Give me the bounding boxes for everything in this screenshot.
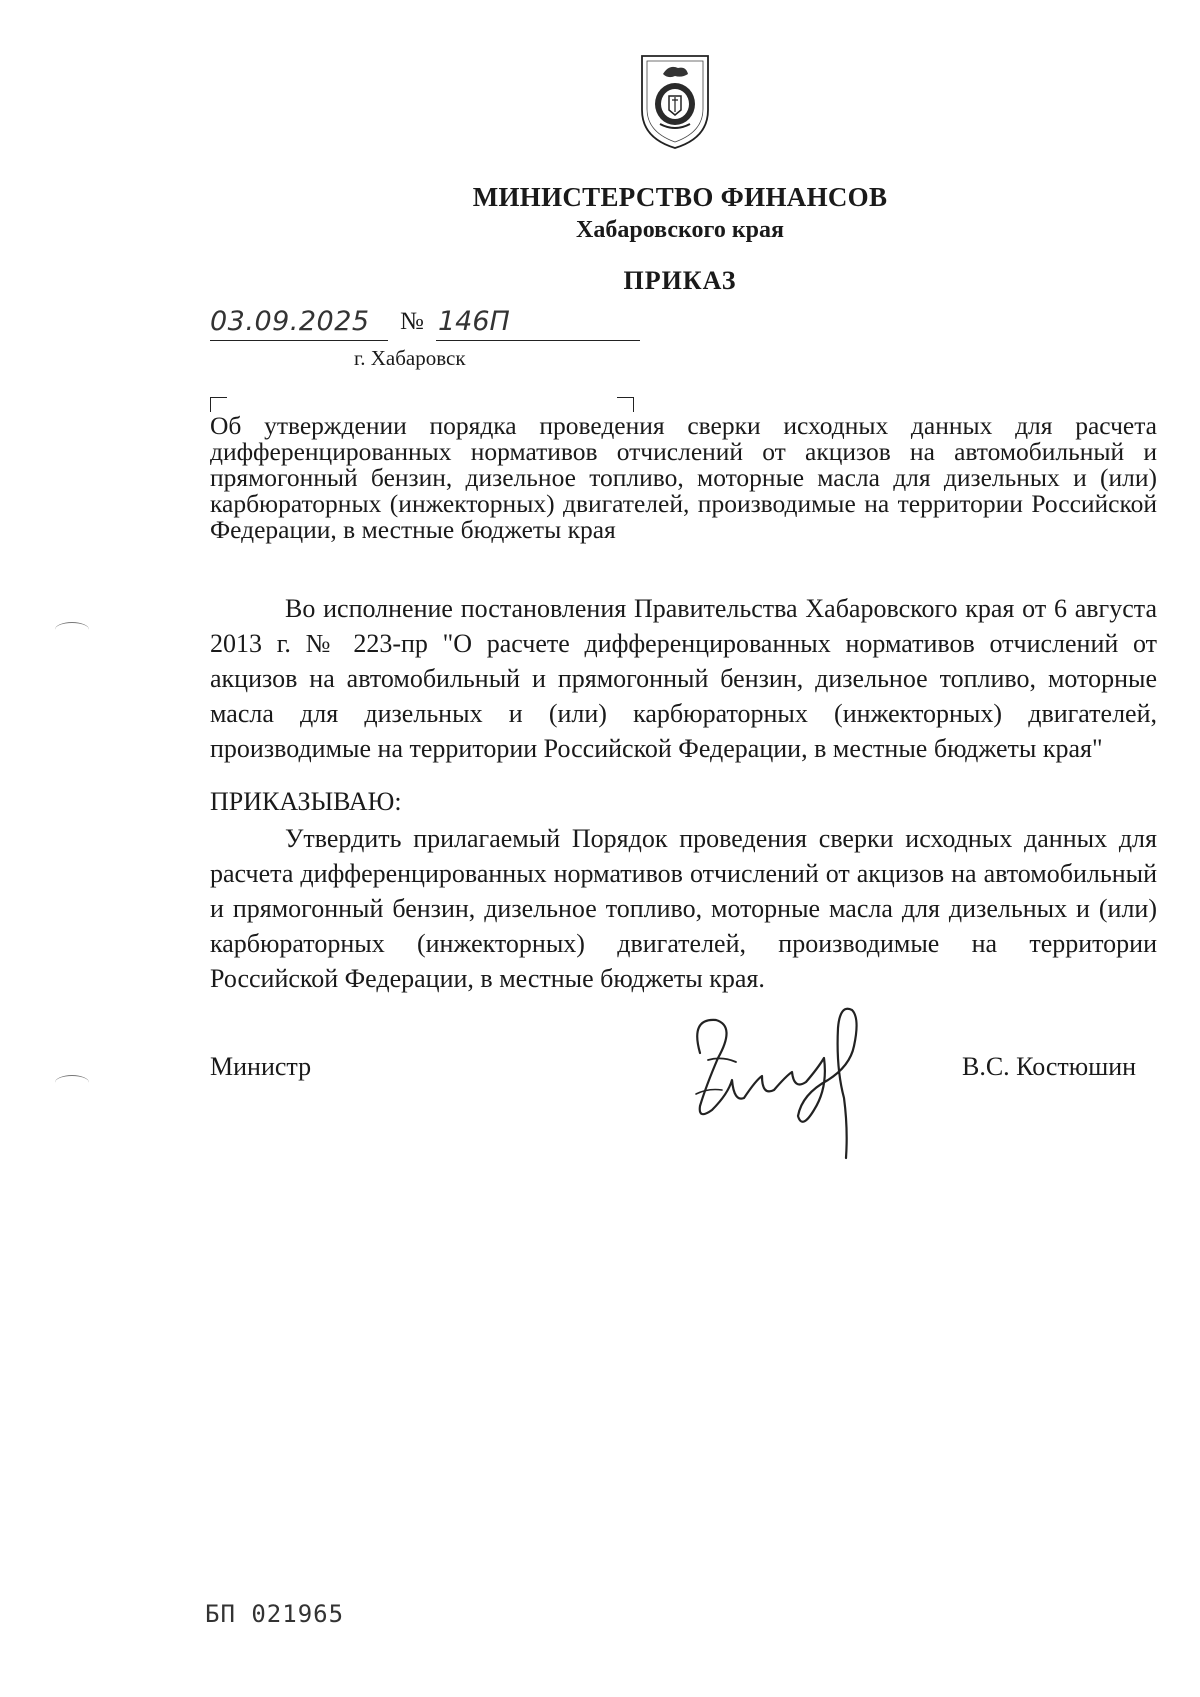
scan-hole-mark [55,622,89,637]
directive-paragraph: Утвердить прилагаемый Порядок проведения сверки исходных данных для расчета дифференцированных нормативов отчислений от акцизов на автомобильный и прямогонный бензин, дизельное топливо, моторные масла для дизельных и (или) карбюраторных (инжекторных) двигателей, производимые на территории Российской Федерации, в местные бюджеты края. [210,824,1157,993]
subject-bracket-left [210,397,227,412]
ministry-region: Хабаровского края [576,217,784,243]
order-word: ПРИКАЗЫВАЮ: [210,787,402,816]
ministry-title: МИНИСТЕРСТВО ФИНАНСОВ [472,182,888,212]
subject-bracket-right [617,397,634,412]
registration-line [210,306,640,340]
order-subject: Об утверждении порядка проведения сверки исходных данных для расчета дифференцированных нормативов отчислений от акцизов на автомобильный и прямогонный бензин, дизельное топливо, моторные масла для дизельных и (или) карбюраторных (инжекторных) двигателей, производимые на территории Российской Федерации, в местные бюджеты края [210,411,1157,544]
coat-of-arms-icon [636,52,714,150]
signer-name: В.С. Костюшин [962,1052,1137,1081]
scan-hole-mark [55,1075,89,1090]
signer-position: Министр [210,1052,312,1081]
document-type: ПРИКАЗ [623,266,737,295]
signature-icon [678,998,878,1163]
city: г. Хабаровск [354,346,466,370]
number-sign: № [400,308,424,335]
form-code: БП 021965 [205,1600,345,1628]
number-underline [436,340,640,341]
preamble-paragraph: Во исполнение постановления Правительства Хабаровского края от 6 августа 2013 г. № 223-пр "О расчете дифференцированных нормативов отчислений от акцизов на автомобильный и прямогонный бензин, дизельное топливо, моторные масла для дизельных и (или) карбюраторных (инжекторных) двигателей, производимые на территории Российской Федерации, в местные бюджеты края" [210,594,1157,763]
order-date: 03.09.2025 [210,306,370,337]
date-underline [210,340,388,341]
order-number: 146П [438,306,510,337]
